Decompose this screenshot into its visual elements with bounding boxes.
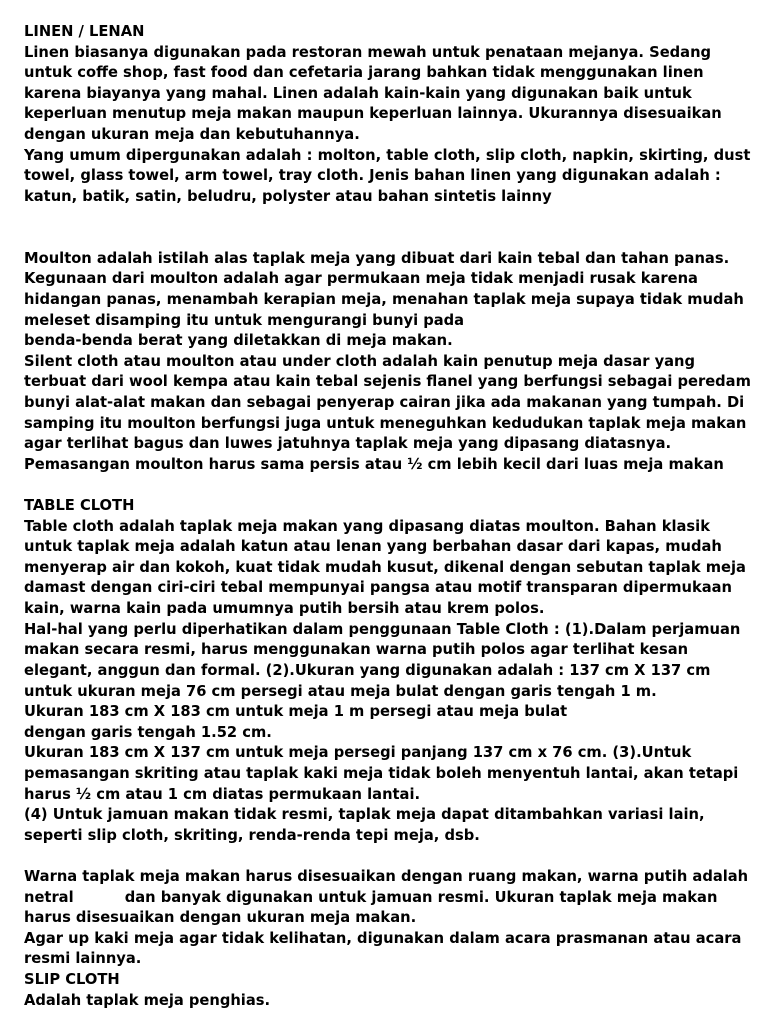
blank-line bbox=[24, 475, 762, 496]
text-line: Linen biasanya digunakan pada restoran mewah untuk penataan mejanya. Sedang bbox=[24, 43, 712, 61]
text-line: terbuat dari wool kempa atau kain tebal sejenis flanel yang berfungsi sebagai peredam bbox=[24, 373, 751, 391]
text-line: Yang umum dipergunakan adalah : molton, table cloth, slip cloth, napkin, skirting, dust bbox=[24, 146, 751, 164]
text-line: Table cloth adalah taplak meja makan yang dipasang diatas moulton. Bahan klasik bbox=[24, 517, 710, 535]
blank-line bbox=[24, 228, 762, 249]
text-line: Adalah taplak meja penghias. bbox=[24, 991, 271, 1009]
text-line: untuk taplak meja adalah katun atau lenan yang berbahan dasar dari kapas, mudah bbox=[24, 538, 722, 556]
text-line: Agar up kaki meja agar tidak kelihatan, digunakan dalam acara prasmanan atau acara bbox=[24, 929, 742, 947]
text-line: meleset disamping itu untuk mengurangi bunyi pada bbox=[24, 311, 465, 329]
text-line: untuk ukuran meja 76 cm persegi atau meja bulat dengan garis tengah 1 m. bbox=[24, 682, 657, 700]
text-line: Hal-hal yang perlu diperhatikan dalam penggunaan Table Cloth : (1).Dalam perjamuan bbox=[24, 620, 741, 638]
text-line: menyerap air dan kokoh, kuat tidak mudah kusut, dikenal dengan sebutan taplak meja bbox=[24, 558, 746, 576]
text-line: pemasangan skriting atau taplak kaki meja tidak boleh menyentuh lantai, akan tetapi bbox=[24, 764, 739, 782]
text-line: karena biayanya yang mahal. Linen adalah kain-kain yang digunakan baik untuk bbox=[24, 84, 692, 102]
text-line: seperti slip cloth, skriting, renda-renda tepi meja, dsb. bbox=[24, 826, 480, 844]
section-heading-slip-cloth: SLIP CLOTH bbox=[24, 971, 120, 989]
text-line: hidangan panas, menambah kerapian meja, menahan taplak meja supaya tidak mudah bbox=[24, 290, 744, 308]
blank-line bbox=[24, 207, 762, 228]
text-line: dengan garis tengah 1.52 cm. bbox=[24, 723, 272, 741]
text-line: Kegunaan dari moulton adalah agar permukaan meja tidak menjadi rusak karena bbox=[24, 270, 698, 288]
text-line: harus disesuaikan dengan ukuran meja makan. bbox=[24, 909, 417, 927]
text-line: untuk coffe shop, fast food dan cefetaria jarang bahkan tidak menggunakan linen bbox=[24, 64, 704, 82]
text-line: katun, batik, satin, beludru, polyster atau bahan sintetis lainny bbox=[24, 187, 552, 205]
text-line: keperluan menutup meja makan maupun keperluan lainnya. Ukurannya disesuaikan bbox=[24, 105, 722, 123]
text-line: netral dan banyak digunakan untuk jamuan resmi. Ukuran taplak meja makan bbox=[24, 888, 718, 906]
text-line: Pemasangan moulton harus sama persis atau ½ cm lebih kecil dari luas meja makan bbox=[24, 455, 724, 473]
text-line: Ukuran 183 cm X 183 cm untuk meja 1 m persegi atau meja bulat bbox=[24, 703, 568, 721]
text-line: elegant, anggun dan formal. (2).Ukuran yang digunakan adalah : 137 cm X 137 cm bbox=[24, 661, 711, 679]
text-line: Warna taplak meja makan harus disesuaikan dengan ruang makan, warna putih adalah bbox=[24, 867, 749, 885]
text-line: Ukuran 183 cm X 137 cm untuk meja persegi panjang 137 cm x 76 cm. (3).Untuk bbox=[24, 744, 692, 762]
text-line: towel, glass towel, arm towel, tray cloth. Jenis bahan linen yang digunakan adalah : bbox=[24, 167, 721, 185]
text-line: bunyi alat-alat makan dan sebagai penyerap cairan jika ada makanan yang tumpah. Di bbox=[24, 393, 745, 411]
text-line: benda-benda berat yang diletakkan di meja makan. bbox=[24, 332, 453, 350]
text-line: dengan ukuran meja dan kebutuhannya. bbox=[24, 126, 360, 144]
text-line: resmi lainnya. bbox=[24, 950, 142, 968]
text-line: agar terlihat bagus dan luwes jatuhnya taplak meja yang dipasang diatasnya. bbox=[24, 435, 672, 453]
blank-line bbox=[24, 846, 762, 867]
text-line: kain, warna kain pada umumnya putih bersih atau krem polos. bbox=[24, 600, 545, 618]
text-line: harus ½ cm atau 1 cm diatas permukaan lantai. bbox=[24, 785, 421, 803]
section-heading-table-cloth: TABLE CLOTH bbox=[24, 497, 135, 515]
text-line: (4) Untuk jamuan makan tidak resmi, taplak meja dapat ditambahkan variasi lain, bbox=[24, 806, 705, 824]
text-line: samping itu moulton berfungsi juga untuk meneguhkan kedudukan taplak meja makan bbox=[24, 414, 747, 432]
text-line: makan secara resmi, harus menggunakan warna putih polos agar terlihat kesan bbox=[24, 641, 689, 659]
text-line: Silent cloth atau moulton atau under cloth adalah kain penutup meja dasar yang bbox=[24, 352, 696, 370]
text-line: Moulton adalah istilah alas taplak meja yang dibuat dari kain tebal dan tahan panas. bbox=[24, 249, 730, 267]
section-heading-linen: LINEN / LENAN bbox=[24, 23, 145, 40]
text-line: damast dengan ciri-ciri tebal mempunyai pangsa atau motif transparan dipermukaan bbox=[24, 579, 732, 597]
